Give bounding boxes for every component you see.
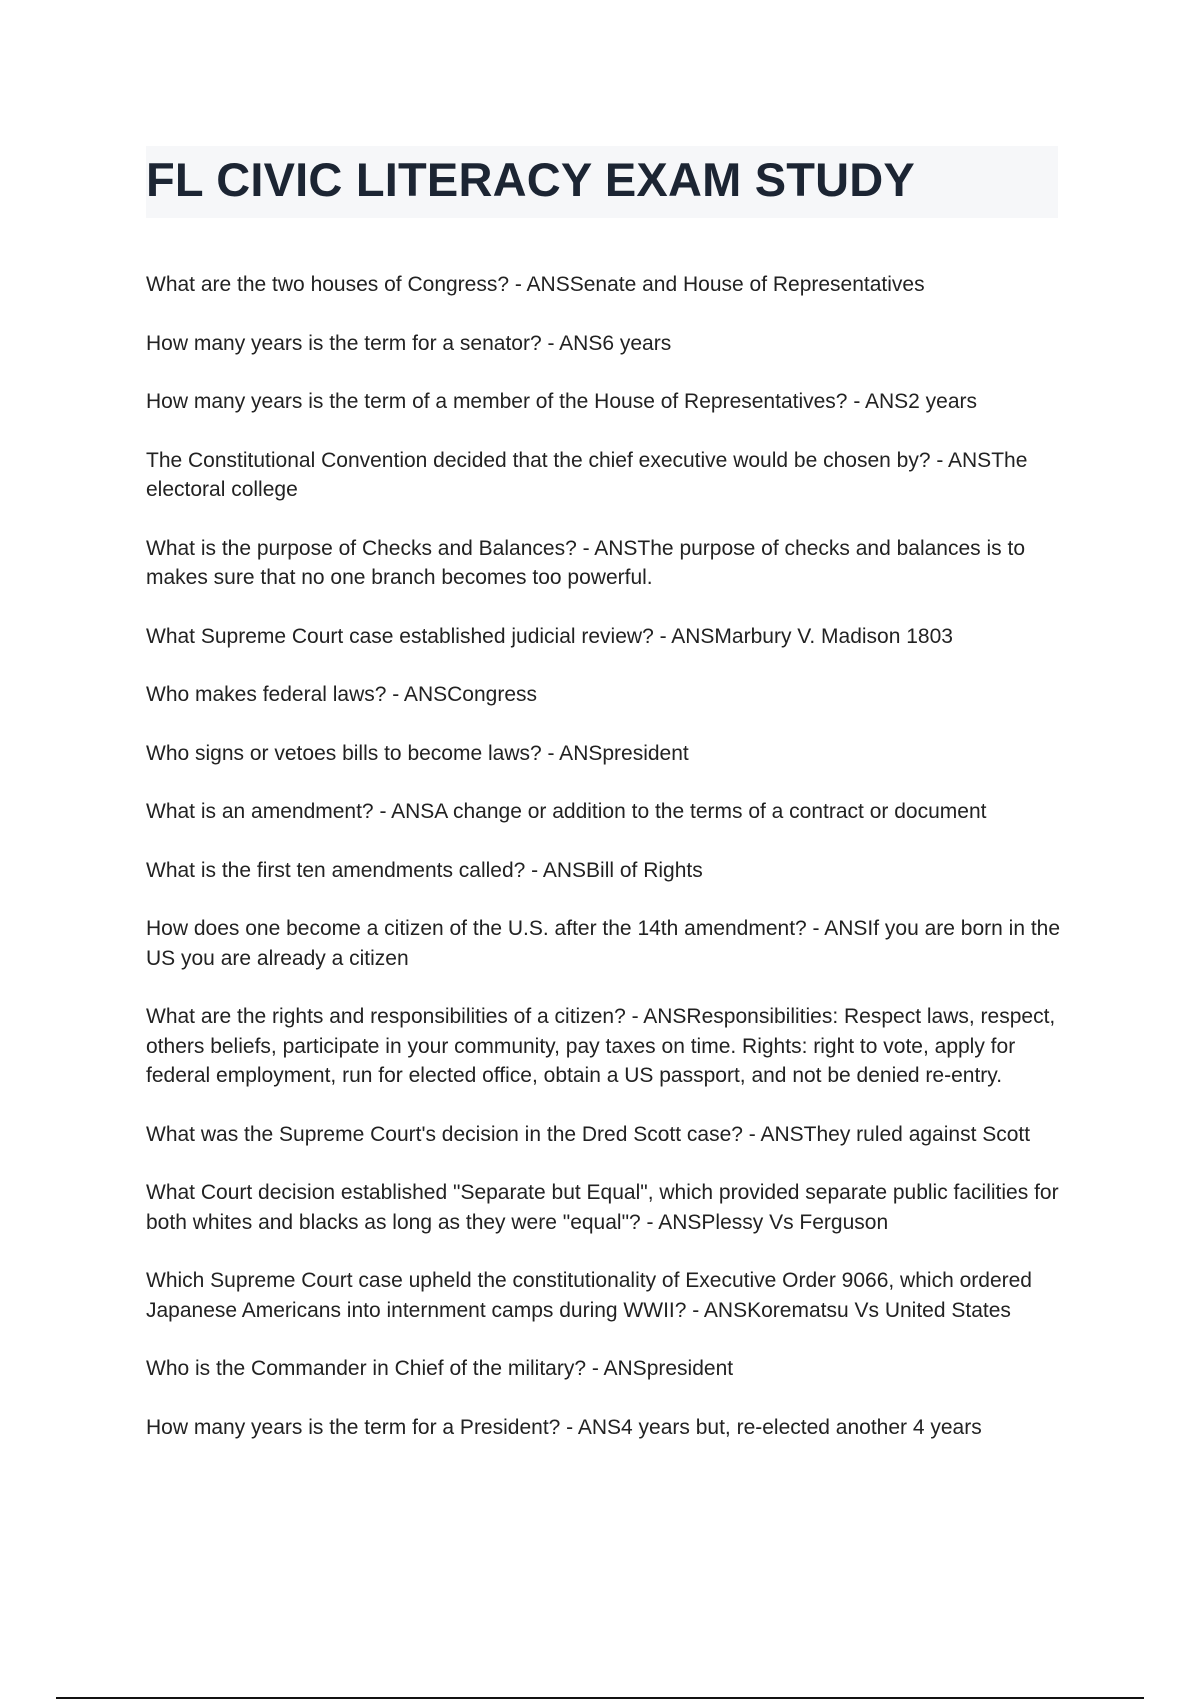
qa-item: How does one become a citizen of the U.S. after the 14th amendment? - ANSIf you are born in the US you are already a citizen [146, 917, 1061, 970]
qa-item: What is the purpose of Checks and Balances? - ANSThe purpose of checks and balances is to makes sure that no one branch becomes too powerful. [146, 536, 1025, 589]
qa-item: Who is the Commander in Chief of the military? - ANSpresident [146, 1357, 734, 1380]
qa-item: How many years is the term of a member of the House of Representatives? - ANS2 years [146, 390, 978, 413]
qa-item: What are the two houses of Congress? - ANSSenate and House of Representatives [146, 273, 925, 296]
qa-item: Who makes federal laws? - ANSCongress [146, 683, 537, 706]
qa-list [146, 270, 1066, 1471]
qa-item: How many years is the term for a senator? - ANS6 years [146, 331, 672, 355]
qa-item: What was the Supreme Court's decision in the Dred Scott case? - ANSThey ruled against Scott [146, 1122, 1031, 1146]
qa-item: What are the rights and responsibilities of a citizen? - ANSResponsibilities: Respect laws, respect, others beliefs, participate in your community, pay taxes on time. Rights: right to vote, apply for federal employment, run for elected office, obtain a US passport, and not be denied re-entry. [146, 1005, 1056, 1087]
footer-divider [56, 1697, 1144, 1699]
qa-item: What Supreme Court case established judicial review? - ANSMarbury V. Madison 1803 [146, 624, 953, 648]
qa-item: What Court decision established "Separate but Equal", which provided separate public facilities for both whites and blacks as long as they were "equal"? - ANSPlessy Vs Ferguson [146, 1181, 1059, 1234]
qa-item: What is the first ten amendments called? - ANSBill of Rights [146, 858, 703, 882]
document-title: FL CIVIC LITERACY EXAM STUDY [146, 153, 915, 206]
title-band [146, 146, 1058, 218]
qa-item: Which Supreme Court case upheld the constitutionality of Executive Order 9066, which ordered Japanese Americans into internment camps during WWII? - ANSKorematsu Vs United States [146, 1269, 1032, 1322]
qa-item: How many years is the term for a President? - ANS4 years but, re-elected another 4 years [146, 1415, 982, 1439]
qa-item: The Constitutional Convention decided that the chief executive would be chosen by? - ANSThe electoral college [146, 448, 1028, 501]
qa-item: What is an amendment? - ANSA change or addition to the terms of a contract or document [146, 800, 987, 823]
qa-item: Who signs or vetoes bills to become laws? - ANSpresident [146, 741, 689, 765]
